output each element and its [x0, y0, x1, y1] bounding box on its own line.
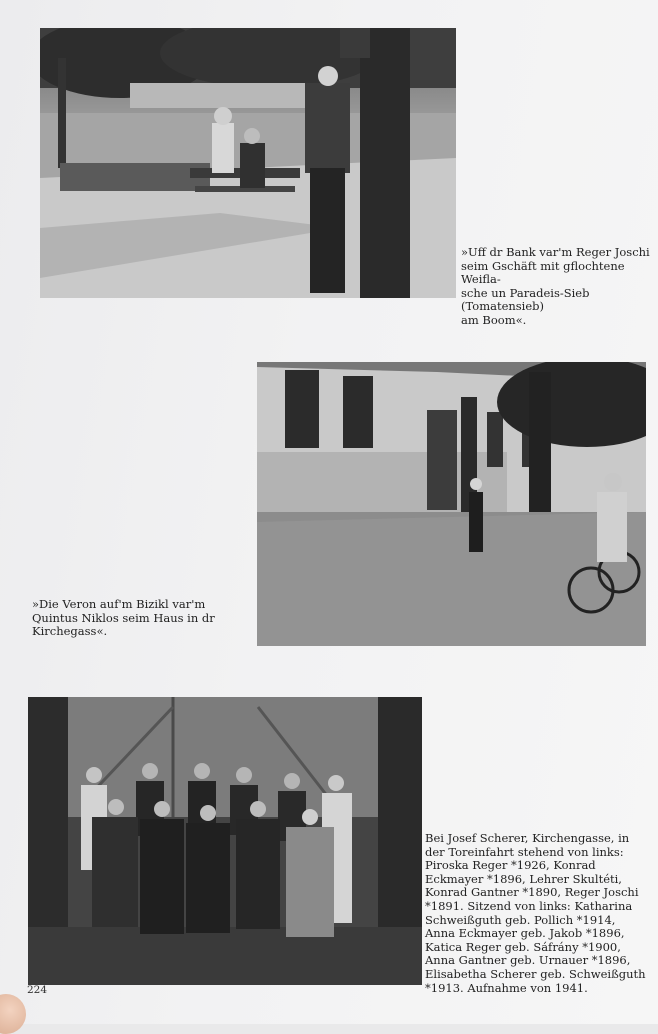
thumb-edge — [0, 994, 26, 1034]
photo-bicycle-house — [257, 362, 646, 646]
caption-bench-tree: »Uff dr Bank var'm Reger Joschi seim Gschäft mit gflochtene Weifla- sche un Paradeis-Sieb (Tomatensieb) am Boom«. — [461, 245, 650, 327]
photo-bicycle-house-image — [257, 362, 646, 646]
photo-group-portrait-image — [28, 697, 422, 985]
page-number: 224 — [27, 984, 48, 996]
caption-bicycle-house: »Die Veron auf'm Bizikl var'm Quintus Niklos seim Haus in dr Kirchegass«. — [32, 597, 215, 639]
photo-bench-tree-image — [40, 28, 456, 298]
caption-group-portrait: Bei Josef Scherer, Kirchengasse, in der Toreinfahrt stehend von links: Piroska Reger *1926, Konrad Eckmayer *1896, Lehrer Skultéti, Konrad Gantner *1890, Reger Joschi *1891. Sitzend von links: Katharina Schweißguth geb. Pollich *1914, Anna Eckmayer geb. Jakob *1896, Katica Reger geb. Sáfrány *1900, Anna Gantner geb. Urnauer *1896, Elisabetha Scherer geb. Schweißguth *1913. Aufnahme von 1941. — [425, 831, 646, 995]
photo-group-portrait — [28, 697, 422, 985]
photo-bench-tree — [40, 28, 456, 298]
